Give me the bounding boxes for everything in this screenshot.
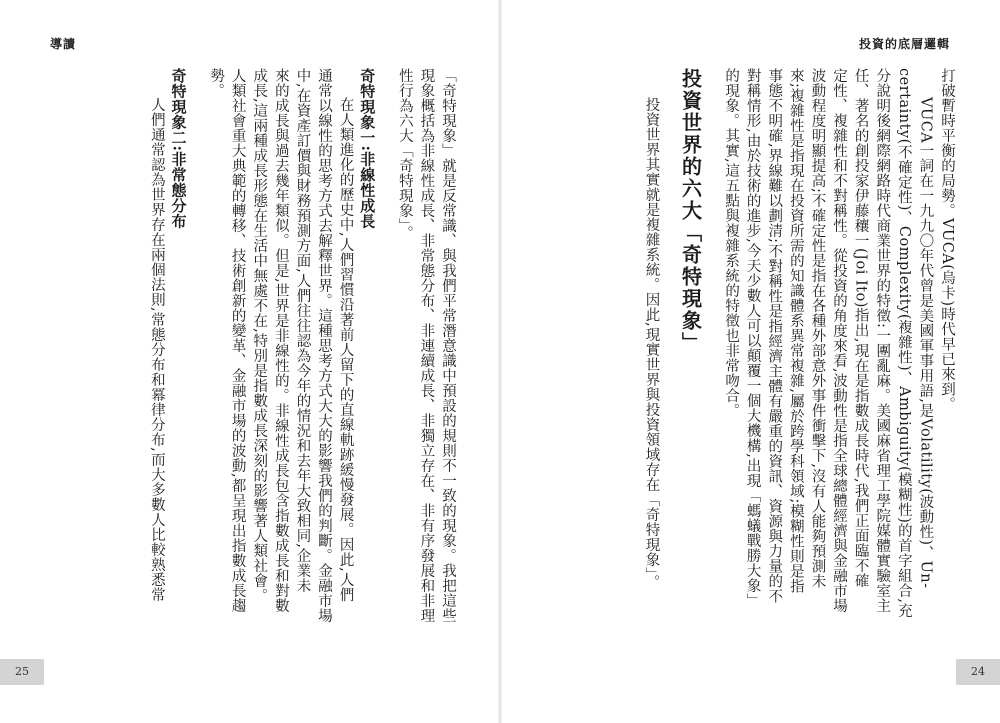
paragraph-line: 來的成長與過去幾年類似。但是,世界是非線性的。非線性成長包含指數成長和對數 [272, 68, 289, 614]
running-head-right: 投資的底層邏輯 [858, 37, 950, 51]
paragraph-line: 人們通常認為世界存在兩個法則,常態分布和冪律分布,而大多數人比較熟悉常 [148, 97, 165, 603]
page-number-right: 24 [956, 659, 1000, 685]
paragraph-line: certainty(不確定性)、Complexity(複雜性)、Ambiguity(模糊性)的首字組合,充 [895, 68, 912, 619]
book-gutter [498, 0, 502, 723]
running-head-left: 導讀 [50, 37, 77, 51]
paragraph-line: 現象概括為非線性成長、非常態分布、非連續成長、非獨立存在、非有序發展和非理 [418, 68, 435, 623]
paragraph-line: 來;複雜性是指現在投資所需的知識體系異常複雜,屬於跨學科領域;模糊性則是指 [787, 68, 804, 594]
paragraph-line: 波動程度明顯提高;不確定性是指在各種外部意外事件衝擊下,沒有人能夠預測未 [809, 68, 826, 589]
paragraph-line: 任、著名的創投家伊藤穰一(Joi Ito)指出,現在是指數成長時代,我們正面臨不確 [852, 68, 869, 589]
spacer [188, 68, 204, 658]
sub-heading-2: 奇特現象二:非常態分布 [169, 68, 188, 230]
spacer [377, 68, 393, 658]
paragraph-line: 投資世界其實就是複雜系統。因此,現實世界與投資領域存在「奇特現象」。 [643, 97, 660, 590]
paragraph-line: 打破暫時平衡的局勢。VUCA(烏卡)時代早已來到。 [939, 68, 955, 412]
left-page-body [145, 68, 458, 658]
paragraph-line: 成長,這兩種成長形態在生活中無處不在,特別是指數成長深刻的影響著人類社會。 [251, 68, 268, 604]
paragraph-line: 在人類進化的歷史中,人們習慣沿著前人留下的直線軌跡緩慢發展。因此,人們 [337, 97, 354, 603]
paragraph-line: 對稱情形,由於技術的進步,今天少數人可以顛覆一個大機構,出現「螞蟻戰勝大象」 [744, 68, 761, 609]
paragraph-line: 中,在資產訂價與財務預測方面,人們往往認為今年的情況和去年大致相同,企業未 [294, 68, 311, 594]
paragraph-line: VUCA一詞在一九九〇年代曾是美國軍事用語,是Volatility(波動性)、Un- [917, 97, 934, 589]
sub-heading-1: 奇特現象一:非線性成長 [358, 68, 377, 230]
page-number-left: 25 [0, 659, 44, 685]
paragraph-line: 事態不明確,界線難以劃清;不對稱性是指經濟主體有嚴重的資訊、資源與力量的不 [766, 68, 783, 604]
paragraph-line: 人類社會重大典範的轉移、技術創新的變革、金融市場的波動,都呈現出指數成長趨 [229, 68, 246, 614]
paragraph-line: 通常以線性的思考方式去解釋世界。這種思考方式大大的影響我們的判斷。金融市場 [316, 68, 333, 623]
paragraph-line: 的現象。其實,這五點與複雜系統的特徵也非常吻合。 [723, 68, 740, 419]
paragraph-line: 定性、複雜性和不對稱性。從投資的角度來看,波動性是指全球總體經濟與金融市場 [831, 68, 848, 614]
paragraph-line: 勢。 [208, 68, 225, 98]
section-heading: 投資世界的六大「奇特現象」 [678, 68, 703, 354]
paragraph-line: 分說明後網際網路時代商業世界的特徵:一團亂麻。美國麻省理工學院媒體實驗室主 [874, 68, 891, 614]
right-page-body [640, 68, 957, 658]
paragraph-line: 「奇特現象」就是反常識、與我們平常潛意識中預設的規則不一致的現象。我把這些 [440, 68, 456, 623]
paragraph-line: 性行為六大「奇特現象」。 [396, 68, 413, 241]
